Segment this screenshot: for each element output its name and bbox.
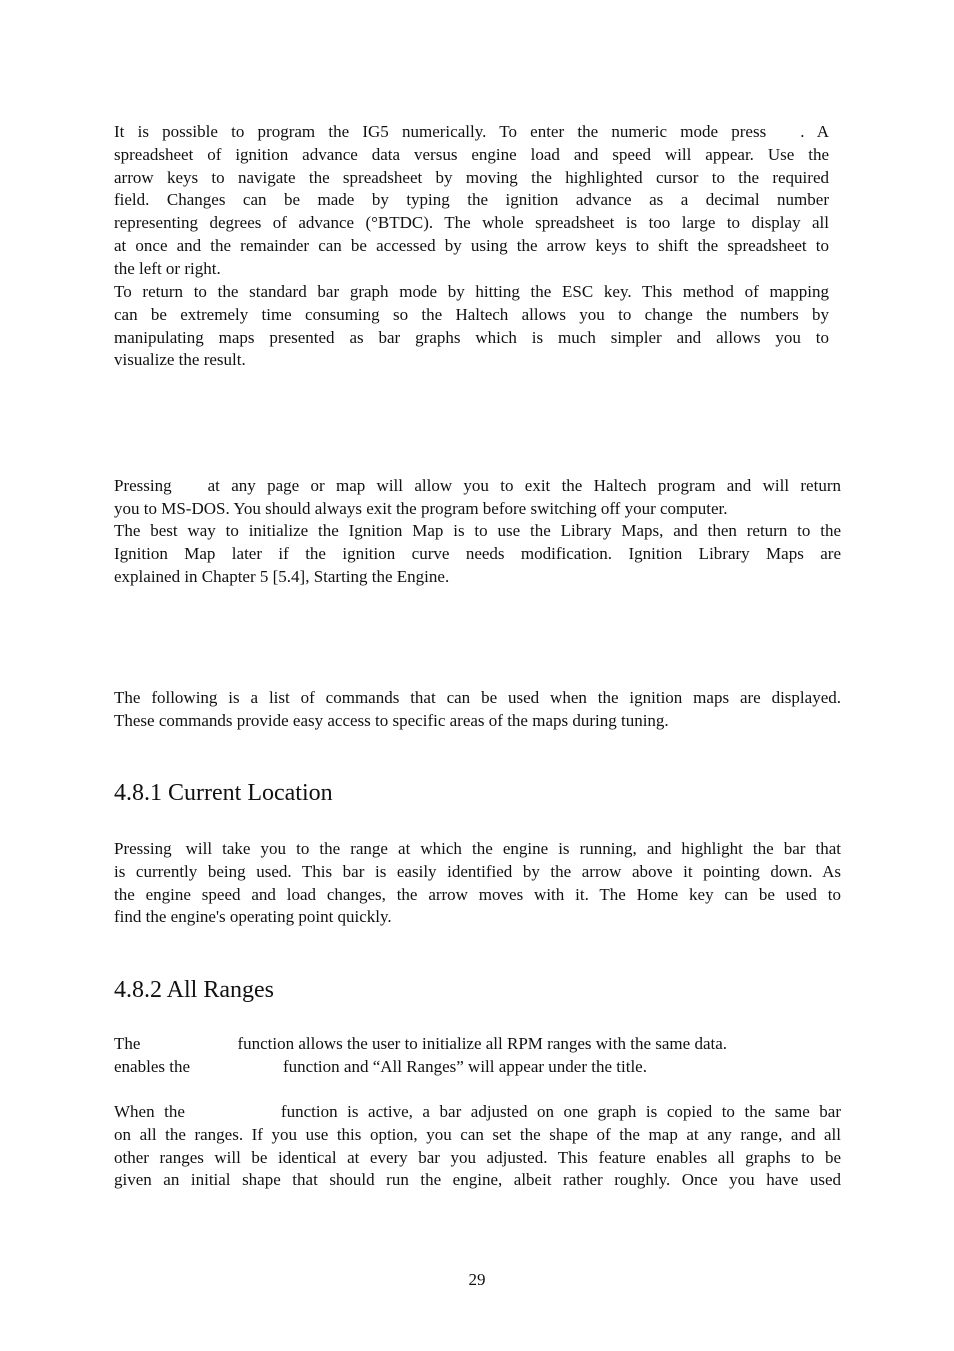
text-line: When the function is active, a bar adjusted on one graph is copied to the same bar <box>114 1102 842 1121</box>
all-ranges-intro-paragraph <box>114 1033 841 1079</box>
text-line: can be extremely time consuming so the Haltech allows you to change the numbers by <box>114 304 829 324</box>
library-maps-paragraph <box>114 520 841 588</box>
text-line: The best way to initialize the Ignition Map is to use the Library Maps, and then return to the <box>114 521 841 540</box>
text-line: explained in Chapter 5 [5.4], Starting the Engine. <box>114 566 450 586</box>
section-heading-current-location: 4.8.1 Current Location <box>114 780 333 806</box>
text-line: arrow keys to navigate the spreadsheet by moving the highlighted cursor to the required <box>114 167 829 187</box>
page-number: 29 <box>468 1270 486 1289</box>
text-line: given an initial shape that should run the engine, albeit rather roughly. Once you have used <box>114 1170 841 1190</box>
text-line: It is possible to program the IG5 numerically. To enter the numeric mode press . A <box>114 122 829 141</box>
all-ranges-active-paragraph <box>114 1101 841 1192</box>
text-line: These commands provide easy access to specific areas of the maps during tuning. <box>114 710 669 730</box>
text-line: on all the ranges. If you use this option, you can set the shape of the map at any range, and all <box>114 1124 841 1144</box>
text-line: at once and the remainder can be accessed by using the arrow keys to shift the spreadsheet to <box>114 235 829 255</box>
text-line: field. Changes can be made by typing the ignition advance as a decimal number <box>114 190 829 210</box>
text-line: the engine speed and load changes, the arrow moves with it. The Home key can be used to <box>114 884 841 904</box>
text-line: is currently being used. This bar is easily identified by the arrow above it pointing down. As <box>114 861 841 881</box>
text-line: visualize the result. <box>114 350 246 370</box>
text-line: spreadsheet of ignition advance data versus engine load and speed will appear. Use the <box>114 144 829 164</box>
section-heading-all-ranges: 4.8.2 All Ranges <box>114 977 274 1003</box>
text-line: enables the function and “All Ranges” will appear under the title. <box>114 1056 647 1076</box>
text-line: you to MS-DOS. You should always exit the program before switching off your computer. <box>114 498 728 518</box>
text-line: Pressing at any page or map will allow you to exit the Haltech program and will return <box>114 476 841 495</box>
text-line: Ignition Map later if the ignition curve needs modification. Ignition Library Maps are <box>114 543 841 563</box>
text-line: the left or right. <box>114 258 221 278</box>
text-line: To return to the standard bar graph mode by hitting the ESC key. This method of mapping <box>114 282 829 301</box>
numeric-mode-paragraph <box>114 121 829 281</box>
commands-intro-paragraph <box>114 687 841 733</box>
bar-graph-mode-paragraph <box>114 281 829 372</box>
text-line: representing degrees of advance (°BTDC). The whole spreadsheet is too large to display all <box>114 213 829 233</box>
text-line: find the engine's operating point quickly. <box>114 907 392 927</box>
current-location-paragraph <box>114 838 841 929</box>
exit-program-paragraph <box>114 475 841 521</box>
text-line: The function allows the user to initialize all RPM ranges with the same data. <box>114 1034 728 1053</box>
text-line: manipulating maps presented as bar graphs which is much simpler and allows you to <box>114 327 829 347</box>
text-line: Pressing will take you to the range at which the engine is running, and highlight the bar that <box>114 839 841 858</box>
text-line: The following is a list of commands that can be used when the ignition maps are displayed. <box>114 688 841 707</box>
text-line: other ranges will be identical at every bar you adjusted. This feature enables all graphs to be <box>114 1147 841 1167</box>
